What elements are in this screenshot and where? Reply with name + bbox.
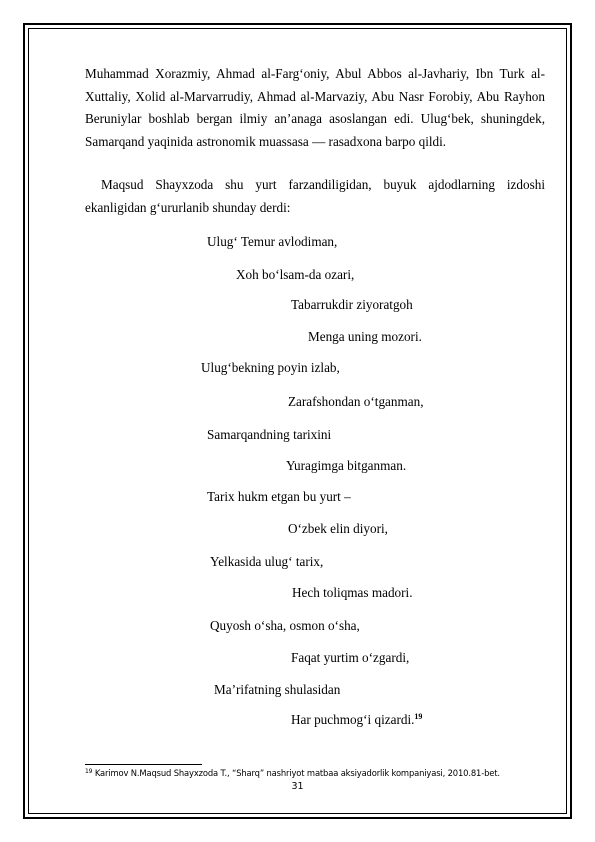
poem-line-last <box>291 712 422 728</box>
poem-line: Zarafshondan o‘tganman, <box>288 394 424 409</box>
paragraph-shayxzoda: Maqsud Shayxzoda shu yurt farzandiligidan, buyuk ajdodlarning izdoshi ekanligidan g‘ururlanib shunday derdi: <box>85 177 545 215</box>
poem-line: Yelkasida ulug‘ tarix, <box>210 554 324 569</box>
poem-line: Faqat yurtim o‘zgardi, <box>291 650 410 665</box>
footnote-text: Karimov N.Maqsud Shayxzoda T., “Sharq” nashriyot matbaa aksiyadorlik kompaniyasi, 2010.81-bet. <box>94 768 500 778</box>
paragraph-scholars: Muhammad Xorazmiy, Ahmad al-Farg‘oniy, Abul Abbos al-Javhariy, Ibn Turk al-Xuttaliy, Xolid al-Marvarrudiy, Ahmad al-Marvaziy, Abu Nasr Forobiy, Abu Rayhon Beruniylar boshlab bergan ilmiy an’anaga asoslangan edi. Ulug‘bek, shuningdek, Samarqand yaqinida astronomik muassasa — rasadxona barpo qildi. <box>85 66 545 149</box>
poem-line: Samarqandning tarixini <box>207 427 332 442</box>
poem-line: Tabarrukdir ziyoratgoh <box>291 297 413 312</box>
poem-line: Yuragimga bitganman. <box>286 458 407 473</box>
footnote <box>85 768 500 778</box>
footnote-number: 19 <box>85 768 93 775</box>
poem-line: Menga uning mozori. <box>308 329 422 344</box>
poem-line: O‘zbek elin diyori, <box>288 521 388 536</box>
poem-line: Tarix hukm etgan bu yurt – <box>207 489 351 504</box>
poem-line-text: Har puchmog‘i qizardi. <box>291 712 415 727</box>
poem-line: Hech toliqmas madori. <box>292 585 413 600</box>
footnote-reference[interactable]: 19 <box>414 712 423 721</box>
footnote-divider <box>85 764 202 765</box>
poem-line: Quyosh o‘sha, osmon o‘sha, <box>210 618 360 633</box>
page-number: 31 <box>291 781 304 792</box>
poem-line: Ulug‘bekning poyin izlab, <box>201 360 340 375</box>
poem-line: Ma’rifatning shulasidan <box>214 682 341 697</box>
poem-line: Xoh bo‘lsam-da ozari, <box>236 267 355 282</box>
poem-line: Ulug‘ Temur avlodiman, <box>207 234 338 249</box>
